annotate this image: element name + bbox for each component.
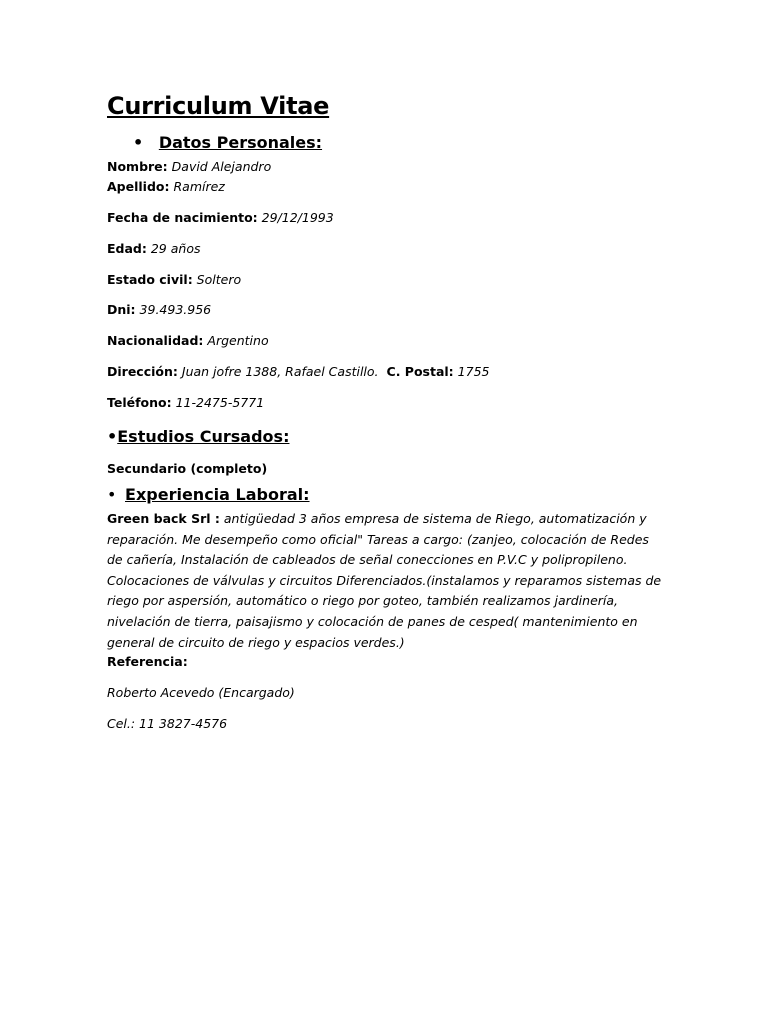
field-fecha-nacimiento	[107, 210, 334, 226]
field-edad-label: Edad:	[107, 241, 147, 256]
bullet-icon: •	[133, 133, 144, 152]
field-fecha-value: 29/12/1993	[261, 210, 334, 225]
field-fecha-label: Fecha de nacimiento:	[107, 210, 258, 225]
field-direccion-label: Dirección:	[107, 364, 178, 379]
field-direccion-value: Juan jofre 1388, Rafael Castillo.	[181, 364, 379, 379]
field-edad-value: 29 años	[150, 241, 201, 256]
studies-secundario-text: Secundario (completo)	[107, 461, 268, 476]
field-estado-value: Soltero	[196, 272, 242, 287]
field-nombre-value: David Alejandro	[171, 159, 272, 174]
reference-phone	[107, 716, 227, 732]
field-dni-value: 39.493.956	[139, 302, 212, 317]
field-apellido-value: Ramírez	[173, 179, 225, 194]
field-nacionalidad-label: Nacionalidad:	[107, 333, 204, 348]
field-nacionalidad-value: Argentino	[207, 333, 269, 348]
field-nombre-label: Nombre:	[107, 159, 168, 174]
field-cpostal-label: C. Postal:	[386, 364, 454, 379]
field-direccion	[107, 364, 489, 380]
section-experience	[107, 485, 310, 504]
experience-text: antigüedad 3 años empresa de sistema de Riego, automatización y reparación. Me desempeño como oficial" Tareas a cargo: (zanjeo, colocación de Redes de cañería, Instalación de cableados de señal conecciones en P.V.C y polipropileno. Colocaciones de válvulas y circuitos Diferenciados.(instalamos y reparamos sistemas de riego por aspersión, automático o riego por goteo, también realizamos jardinería, nivelación de tierra, paisajismo y colocación de panes de cesped( mantenimiento en general de circuito de riego y espacios verdes.)	[107, 511, 662, 650]
section-studies-heading: Estudios Cursados:	[117, 427, 290, 446]
reference-phone-text: Cel.: 11 3827-4576	[107, 716, 228, 731]
field-dni	[107, 302, 211, 318]
field-nombre	[107, 159, 271, 175]
section-studies	[107, 427, 289, 446]
field-nacionalidad	[107, 333, 269, 349]
field-estado-label: Estado civil:	[107, 272, 193, 287]
field-apellido-label: Apellido:	[107, 179, 170, 194]
reference-name-text: Roberto Acevedo (Encargado)	[107, 685, 295, 700]
reference-label: Referencia:	[107, 654, 188, 669]
field-estado-civil	[107, 272, 241, 288]
reference-heading	[107, 654, 188, 670]
section-personal-heading: Datos Personales:	[158, 133, 323, 152]
field-apellido	[107, 179, 225, 195]
section-personal	[133, 133, 322, 152]
field-cpostal-value: 1755	[457, 364, 490, 379]
bullet-icon: •	[107, 485, 117, 504]
field-edad	[107, 241, 200, 257]
section-experience-heading: Experiencia Laboral:	[125, 485, 310, 504]
bullet-icon: •	[107, 427, 118, 446]
studies-secundario	[107, 461, 267, 477]
experience-description	[107, 509, 667, 653]
field-telefono-value: 11-2475-5771	[175, 395, 265, 410]
page-title: Curriculum Vitae	[107, 92, 330, 120]
experience-company: Green back Srl :	[107, 511, 220, 526]
field-telefono	[107, 395, 264, 411]
field-dni-label: Dni:	[107, 302, 136, 317]
field-telefono-label: Teléfono:	[107, 395, 172, 410]
reference-name	[107, 685, 295, 701]
